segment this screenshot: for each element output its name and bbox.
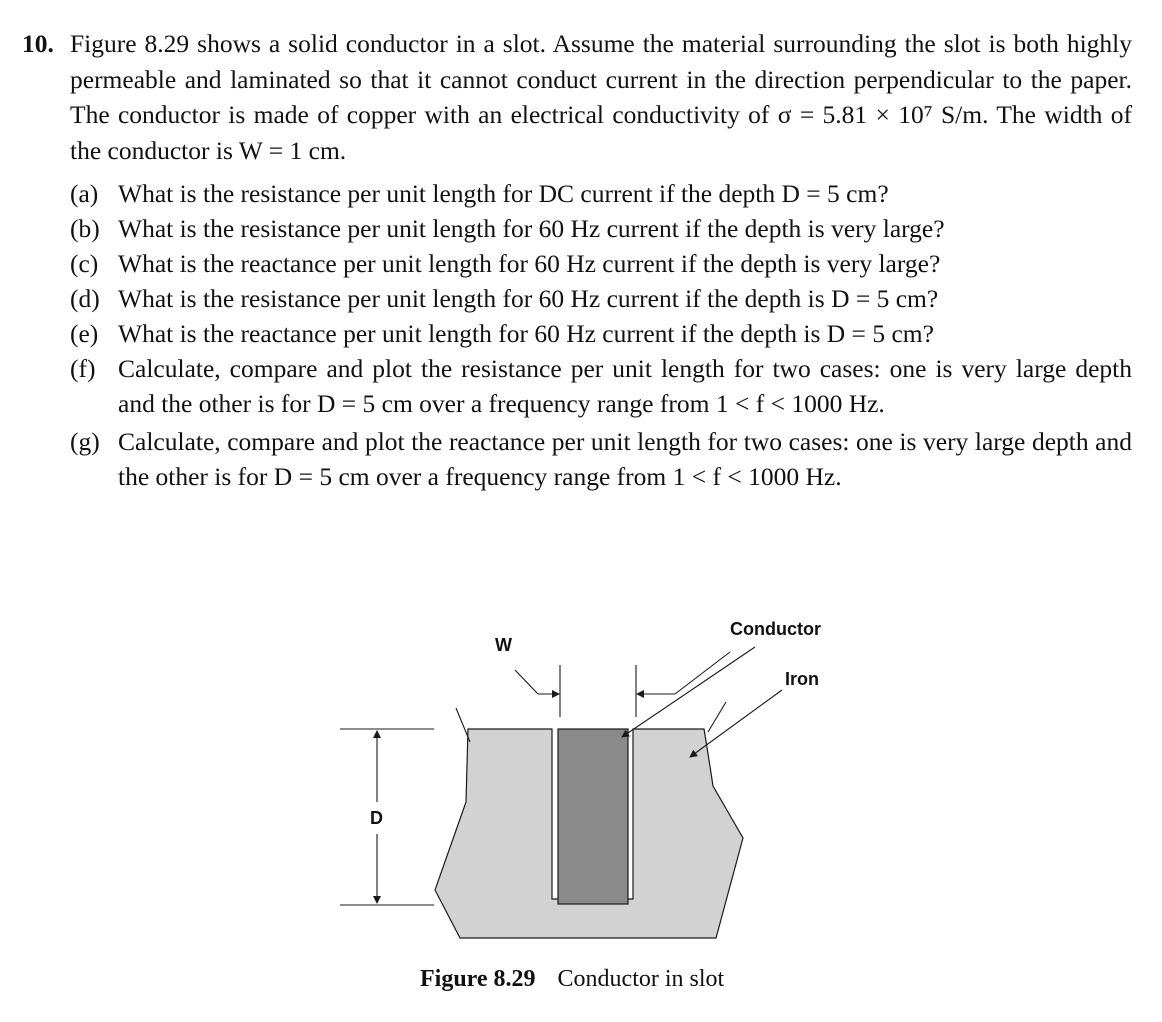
part-text: What is the resistance per unit length for DC current if the depth D = 5 cm? — [118, 179, 889, 208]
w-leader — [515, 670, 538, 694]
figure-caption — [420, 966, 724, 993]
part-e — [70, 316, 1132, 351]
part-text: What is the resistance per unit length for 60 Hz current if the depth is D = 5 cm? — [118, 284, 939, 313]
part-label: (c) — [70, 249, 99, 278]
problem-parts — [70, 176, 1132, 494]
part-text: What is the reactance per unit length for 60 Hz current if the depth is D = 5 cm? — [118, 319, 934, 348]
iron-leader — [690, 690, 782, 757]
break-line-right — [708, 702, 726, 732]
problem-intro-text: Figure 8.29 shows a solid conductor in a slot. Assume the material surrounding the slot is both highly permeable and laminated so that it cannot conduct current in the direction perpendicular to the paper. The conductor is made of copper with an electrical conductivity of σ = 5.81 × 10⁷ S/m. The width of the conductor is W = 1 cm. — [70, 29, 1132, 165]
w-label: W — [495, 635, 512, 655]
part-d — [70, 281, 1132, 316]
part-text: Calculate, compare and plot the resistance per unit length for two cases: one is very large depth and the other is for D = 5 cm over a frequency range from 1 < f < 1000 Hz. — [118, 354, 1132, 418]
caption-number: Figure 8.29 — [420, 966, 536, 992]
part-g — [70, 424, 1132, 494]
part-label: (d) — [70, 284, 100, 313]
part-label: (b) — [70, 214, 100, 243]
conductor-leader — [622, 647, 755, 737]
part-b — [70, 211, 1132, 246]
conductor-label: Conductor — [730, 619, 821, 639]
d-label: D — [370, 808, 383, 828]
break-line-left — [456, 708, 470, 742]
conductor-slot-diagram — [330, 612, 850, 942]
conductor-bar — [558, 729, 628, 904]
part-text: What is the reactance per unit length for 60 Hz current if the depth is very large? — [118, 249, 941, 278]
part-label: (g) — [70, 427, 100, 456]
iron-label: Iron — [785, 669, 819, 689]
problem-intro — [22, 26, 1132, 168]
part-a — [70, 176, 1132, 211]
part-label: (f) — [70, 354, 96, 383]
part-text: What is the resistance per unit length for 60 Hz current if the depth is very large? — [118, 214, 945, 243]
problem-10 — [22, 26, 1132, 494]
part-text: Calculate, compare and plot the reactance per unit length for two cases: one is very large depth and the other is for D = 5 cm over a frequency range from 1 < f < 1000 Hz. — [118, 427, 1132, 491]
w-arrow-tail — [675, 652, 730, 694]
part-label: (a) — [70, 179, 99, 208]
problem-number: 10. — [22, 29, 54, 58]
part-c — [70, 246, 1132, 281]
part-f — [70, 351, 1132, 421]
part-label: (e) — [70, 319, 99, 348]
figure-8-29 — [330, 612, 850, 942]
caption-text: Conductor in slot — [557, 966, 725, 992]
